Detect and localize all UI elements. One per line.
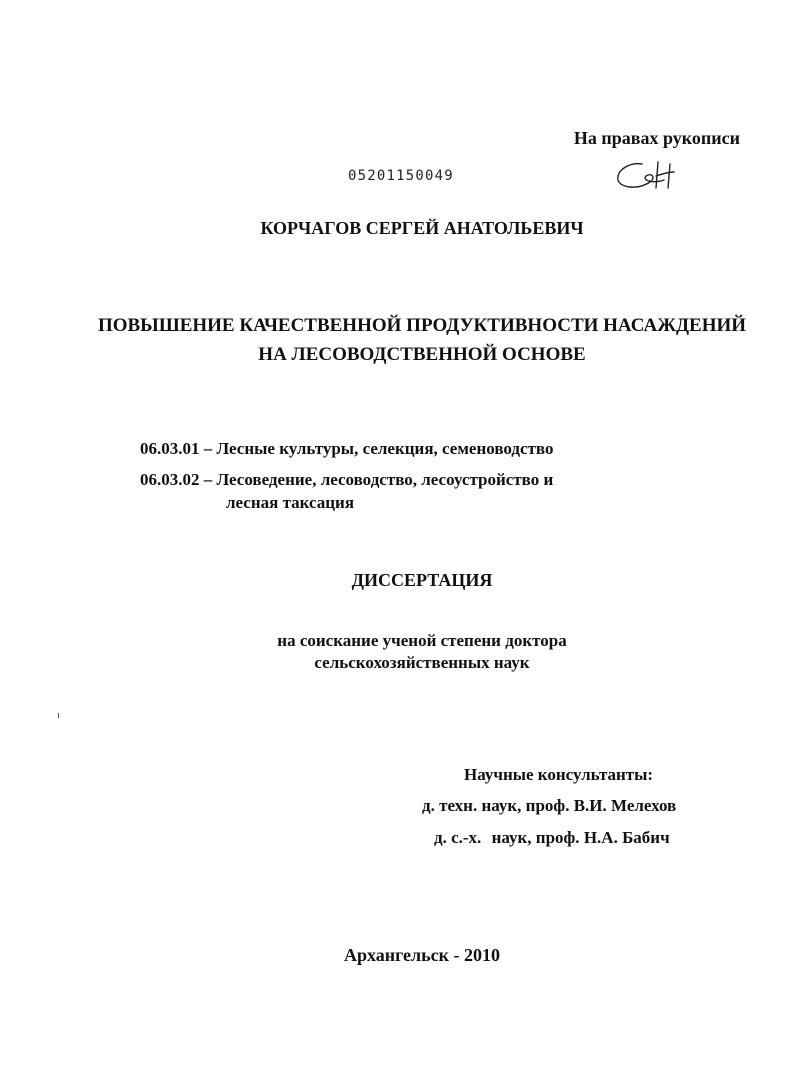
manuscript-rights-note: На правах рукописи (573, 128, 740, 148)
title-line-2: НА ЛЕСОВОДСТВЕННОЙ ОСНОВЕ (258, 344, 586, 365)
specialty-separator: – (199, 470, 217, 489)
author-name: КОРЧАГОВ СЕРГЕЙ АНАТОЛЬЕВИЧ (260, 218, 584, 238)
specialty-2 (140, 468, 553, 492)
dissertation-title (0, 311, 794, 369)
specialty-name: Лесные культуры, селекция, семеноводство (216, 439, 554, 458)
consultant-2 (434, 828, 670, 848)
scan-speck (58, 713, 59, 718)
degree-statement (0, 630, 794, 674)
specialty-name: Лесоведение, лесоводство, лесоустройство и (216, 470, 554, 489)
specialty-2-continuation: лесная таксация (226, 493, 355, 512)
specialty-1 (140, 437, 553, 461)
consultant-degree: д. с.-х. (434, 828, 482, 847)
specialty-separator: – (199, 439, 217, 458)
title-line-1: ПОВЫШЕНИЕ КАЧЕСТВЕННОЙ ПРОДУКТИВНОСТИ НАСАЖДЕНИЙ (97, 315, 747, 336)
consultants-heading: Научные консультанты: (464, 765, 654, 784)
degree-line-2: сельскохозяйственных наук (314, 653, 530, 672)
consultant-1 (422, 796, 676, 816)
specialty-code: 06.03.02 (140, 470, 200, 489)
consultant-degree: д. техн. наук, проф. (422, 796, 570, 815)
document-registration-number: 05201150049 (348, 168, 454, 184)
consultant-degree-rest: наук, проф. (491, 828, 580, 847)
consultant-name: В.И. Мелехов (573, 796, 677, 815)
degree-line-1: на соискание ученой степени доктора (277, 631, 567, 650)
consultant-name: Н.А. Бабич (583, 828, 670, 847)
city-and-year: Архангельск - 2010 (343, 945, 501, 965)
specialty-code: 06.03.01 (140, 439, 200, 458)
document-type: ДИССЕРТАЦИЯ (351, 570, 493, 590)
handwritten-signature (612, 158, 682, 194)
